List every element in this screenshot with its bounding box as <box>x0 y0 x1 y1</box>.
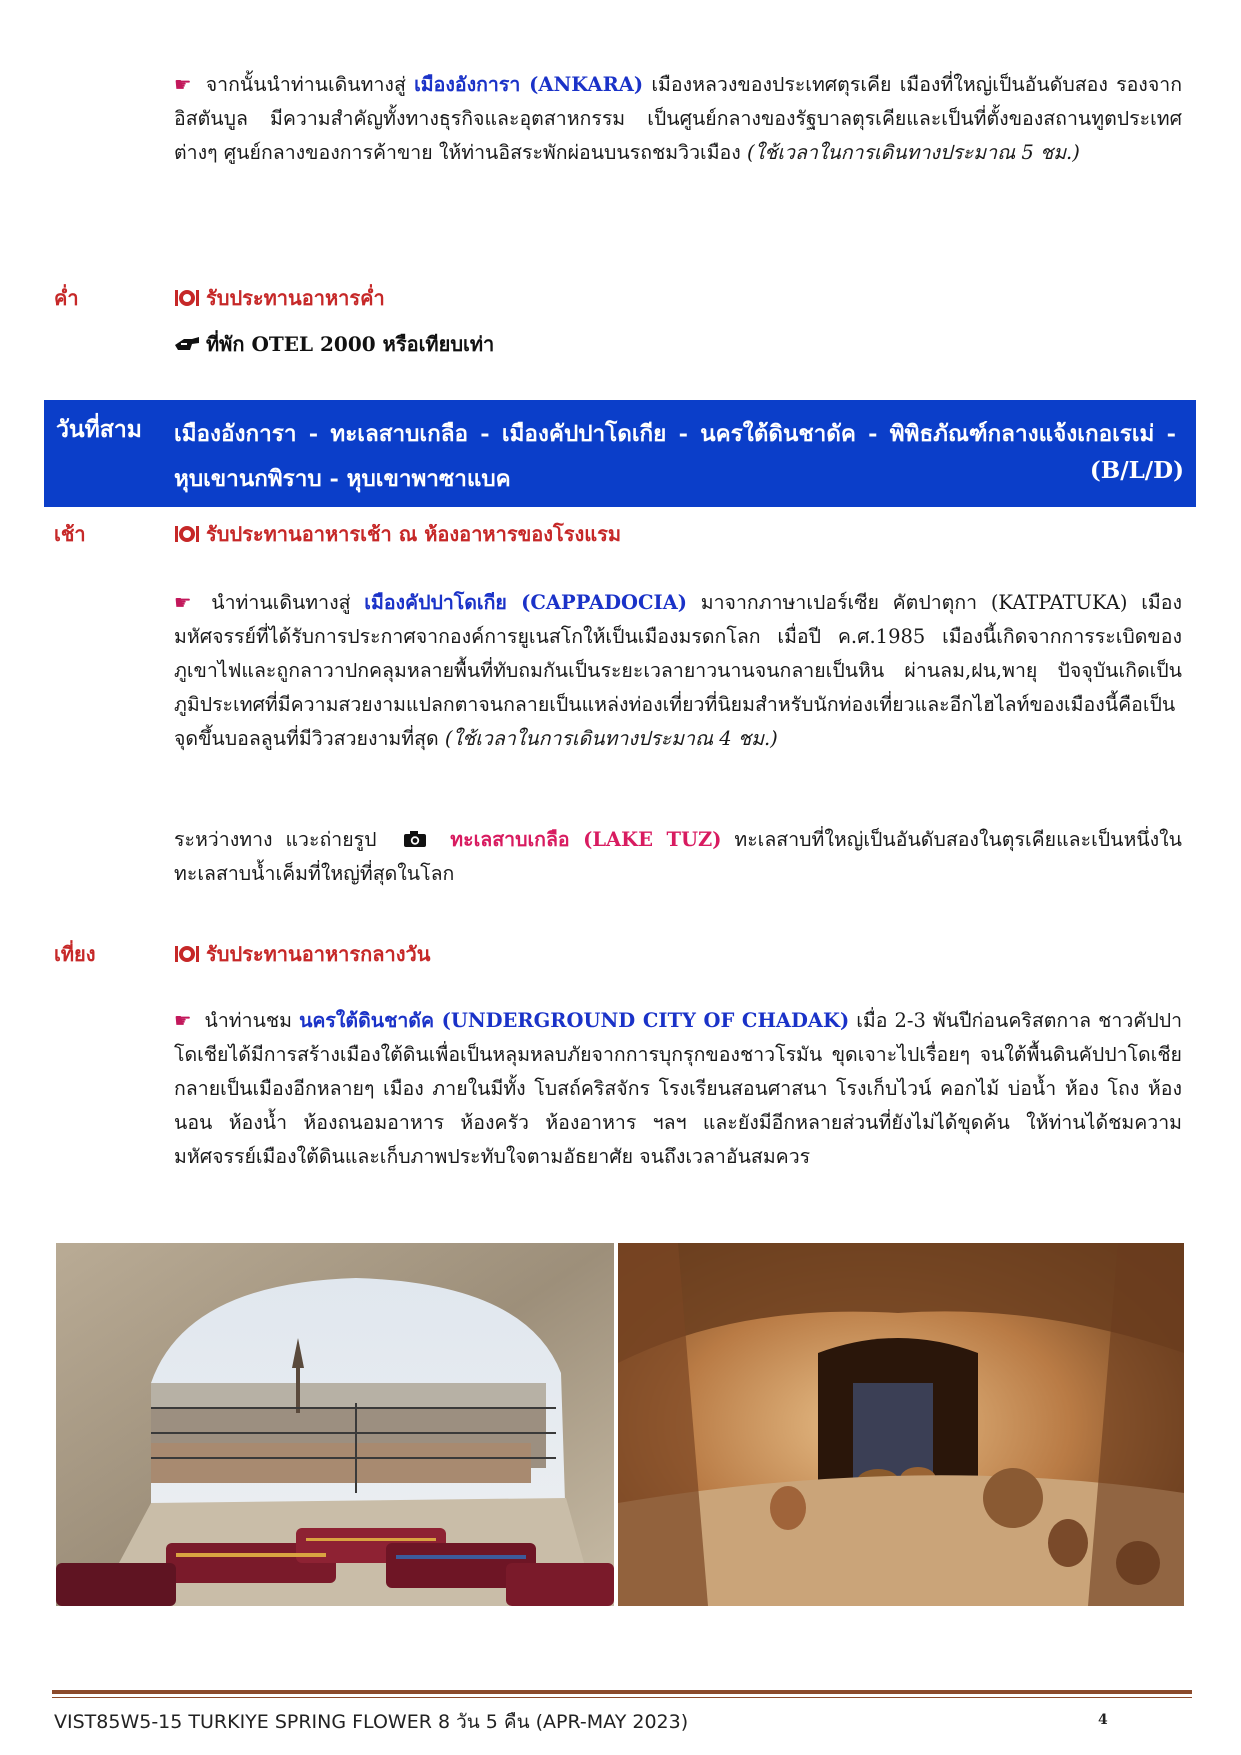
underground-body: เมื่อ 2-3 พันปีก่อนคริสตกาล ชาวคัปปาโดเชียได้มีการสร้างเมืองใต้ดินเพื่อเป็นหลุมหลบภัยจากการบุกรุกของชาวโรมัน ขุดเจาะไปเรื่อยๆ จนใต้พื้นดินคัปปาโดเชียกลายเป็นเมืองอีกหลายๆ เมือง ภายในมีทั้ง โบสถ์คริสจักร โรงเรียนสอนศาสนา โรงเก็บไวน์ คอกไม้ บ่อน้ำ ห้อง โถง ห้องนอน ห้องน้ำ ห้องถนอมอาหาร ห้องครัว ห้องอาหาร ฯลฯ และยังมีอีกหลายส่วนที่ยังไม่ได้ขุดค้น ให้ท่านได้ชมความมหัศจรรย์เมืองใต้ดินและเก็บภาพประทับใจตามอัธยาศัย จนถึงเวลาอันสมควร <box>174 1009 1183 1168</box>
dinner-line <box>174 282 385 314</box>
hand-pointer-icon: ☛ <box>174 73 192 96</box>
laketuz-body: ทะเลสาบที่ใหญ่เป็นอันดับสองในตุรเคียและเป็นหนึ่งในทะเลสาบน้ำเค็มที่ใหญ่ที่สุดในโลก <box>174 828 1182 885</box>
breakfast-text: รับประทานอาหารเช้า ณ ห้องอาหารของโรงแรม <box>206 522 622 546</box>
day-meals: (B/L/D) <box>1089 457 1184 484</box>
cappadocia-paragraph <box>174 586 1182 756</box>
footer-rule-thin <box>52 1697 1192 1698</box>
dining-icon <box>174 289 200 307</box>
camera-icon <box>403 830 427 848</box>
cappadocia-time: (ใช้เวลาในการเดินทางประมาณ 4 ชม.) <box>444 727 778 750</box>
hand-hotel-icon <box>174 335 200 353</box>
breakfast-line <box>174 518 621 550</box>
underground-intro: นำท่านชม <box>204 1009 293 1032</box>
hotel-line <box>174 328 494 360</box>
day-route: เมืองอังการา - ทะเลสาบเกลือ - เมืองคัปปาโดเกีย - นครใต้ดินชาดัค - พิพิธภัณฑ์กลางแจ้งเกอเรเม่ - หุบเขานกพิราบ - หุบเขาพาซาแบค <box>174 421 1176 492</box>
ankara-time: (ใช้เวลาในการเดินทางประมาณ 5 ชม.) <box>747 141 1080 164</box>
dinner-text: รับประทานอาหารค่ำ <box>206 286 385 310</box>
cappadocia-highlight: เมืองคัปปาโดเกีย (CAPPADOCIA) <box>364 591 687 614</box>
day-banner <box>44 400 1196 507</box>
dining-icon <box>174 945 200 963</box>
laketuz-intro: ระหว่างทาง แวะถ่ายรูป <box>174 828 377 851</box>
hand-pointer-icon: ☛ <box>174 591 192 614</box>
ankara-highlight: เมืองอังการา (ANKARA) <box>414 73 644 96</box>
ankara-body: เมืองหลวงของประเทศตุรเคีย เมืองที่ใหญ่เป็นอันดับสอง รองจากอิสตันบูล มีความสำคัญทั้งทางธุรกิจและอุตสาหกรรม เป็นศูนย์กลางของรัฐบาลตุรเคียและเป็นที่ตั้งของสถานทูตประเทศต่างๆ ศูนย์กลางของการค้าขาย ให้ท่านอิสระพักผ่อนบนรถชมวิวเมือง <box>174 73 1182 164</box>
hand-pointer-icon: ☛ <box>174 1009 192 1032</box>
ankara-intro: จากนั้นนำท่านเดินทางสู่ <box>205 73 406 96</box>
dinner-label: ค่ำ <box>54 286 79 310</box>
footer-rule <box>52 1690 1192 1694</box>
dining-icon <box>174 525 200 543</box>
hotel-text: ที่พัก OTEL 2000 หรือเทียบเท่า <box>206 332 495 356</box>
cappadocia-intro: นำท่านเดินทางสู่ <box>211 591 351 614</box>
lunch-line <box>174 938 430 970</box>
lunch-text: รับประทานอาหารกลางวัน <box>206 942 431 966</box>
cappadocia-body: มาจากภาษาเปอร์เซีย คัตปาตุกา (KATPATUKA) เมืองมหัศจรรย์ที่ได้รับการประกาศจากองค์การยูเนสโกให้เป็นเมืองมรดกโลก เมื่อปี ค.ศ.1985 เมืองนี้เกิดจากการระเบิดของภูเขาไฟและถูกลาวาปกคลุมหลายพื้นที่ทับถมกันเป็นระยะเวลายาวนานจนกลายเป็นหิน ผ่านลม,ฝน,พายุ ปัจจุบันเกิดเป็นภูมิประเทศที่มีความสวยงามแปลกตาจนกลายเป็นแหล่งท่องเที่ยวที่นิยมสำหรับนักท่องเที่ยวและอีกไฮไลท์ของเมืองนี้คือเป็นจุดขึ้นบอลลูนที่มีวิวสวยงามที่สุด <box>174 591 1182 750</box>
laketuz-highlight: ทะเลสาบเกลือ (LAKE TUZ) <box>450 828 722 851</box>
breakfast-label: เช้า <box>54 522 86 546</box>
footer-text: VIST85W5-15 TURKIYE SPRING FLOWER 8 วัน 5 คืน (APR-MAY 2023) <box>54 1711 689 1733</box>
lunch-label: เที่ยง <box>54 942 96 966</box>
underground-paragraph <box>174 1004 1182 1174</box>
underground-tunnel-photo <box>618 1243 1184 1606</box>
page-number: 4 <box>1098 1712 1108 1728</box>
underground-highlight: นครใต้ดินชาดัค (UNDERGROUND CITY OF CHADAK) <box>299 1009 850 1032</box>
laketuz-paragraph <box>174 823 1182 891</box>
day-title: วันที่สาม <box>56 416 142 443</box>
ankara-paragraph <box>174 68 1182 170</box>
cave-window-photo <box>56 1243 614 1606</box>
